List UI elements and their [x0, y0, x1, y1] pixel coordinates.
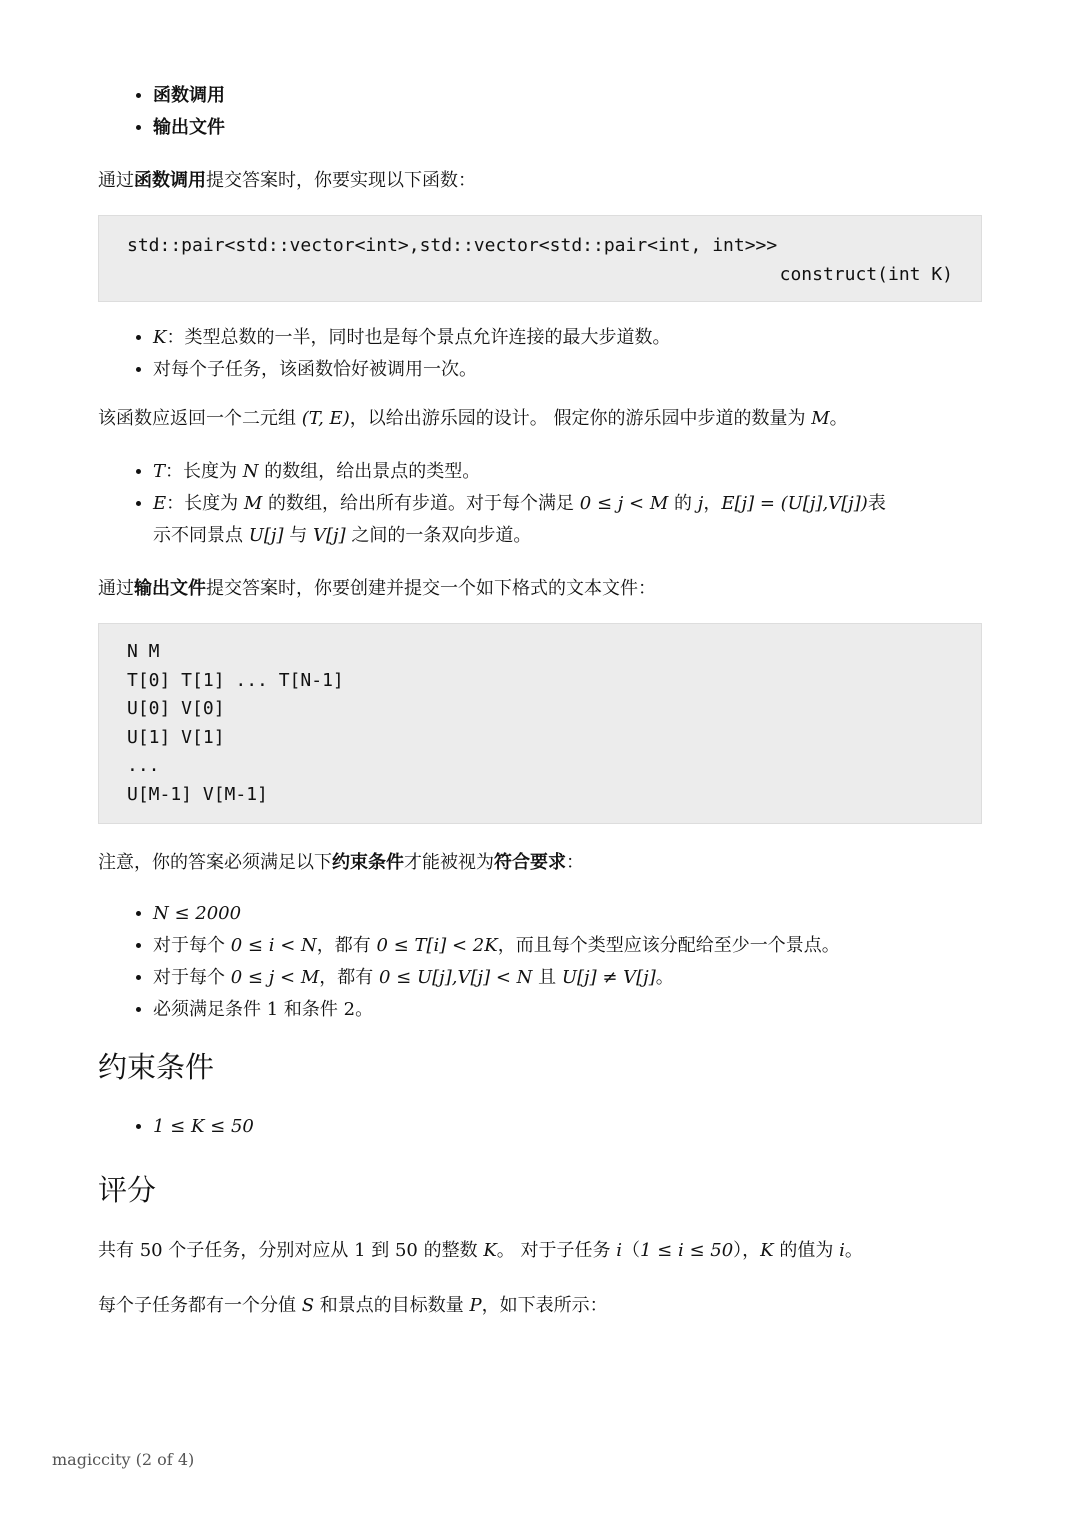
return-items-list [98, 456, 1037, 552]
list-item: • 输出文件 [153, 112, 1037, 144]
code-line: T[0] T[1] ... T[N-1] [127, 669, 344, 691]
output-format-code [98, 623, 982, 824]
list-item: • K：类型总数的一半，同时也是每个景点允许连接的最大步道数。 [153, 322, 1037, 354]
list-item: • 必须满足条件 1 和条件 2。 [153, 994, 1037, 1026]
parameter-list [98, 322, 1037, 386]
scoring-paragraph: 共有 50 个子任务，分别对应从 1 到 50 的整数 K。 对于子任务 i（1 ≤ i ≤ 50），K 的值为 i。 [98, 1240, 863, 1261]
code-line: U[0] V[0] [127, 698, 225, 719]
list-item: • 1 ≤ K ≤ 50 [153, 1111, 1037, 1143]
output-file-intro: 通过输出文件提交答案时，你要创建并提交一个如下格式的文本文件： [98, 578, 656, 599]
function-call-intro: 通过函数调用提交答案时，你要实现以下函数： [98, 170, 476, 191]
code-line: N M [127, 641, 160, 662]
requirements-list [98, 898, 1037, 1026]
submission-methods-list [98, 80, 1037, 144]
list-item: • 函数调用 [153, 80, 1037, 112]
list-item: • 对于每个 0 ≤ j < M，都有 0 ≤ U[j],V[j] < N 且 U[j] ≠ V[j]。 [153, 962, 1037, 994]
code-line: std::pair<std::vector<int>,std::vector<std::pair<int, int>>> [127, 235, 778, 256]
page-footer: magiccity (2 of 4) [52, 1450, 195, 1469]
list-item: • T：长度为 N 的数组，给出景点的类型。 [153, 456, 1037, 488]
list-item: • N ≤ 2000 [153, 898, 1037, 930]
code-line: U[1] V[1] [127, 726, 225, 748]
list-item: • 对每个子任务，该函数恰好被调用一次。 [153, 354, 1037, 386]
list-item: • E：长度为 M 的数组，给出所有步道。对于每个满足 0 ≤ j < M 的 j，E[j] = (U[j],V[j])表 示不同景点 U[j] 与 V[j] 之间的一条双向步道。 [153, 488, 1037, 552]
constraints-heading: 约束条件 [98, 1050, 215, 1084]
function-signature-code [98, 215, 982, 302]
code-line: ... [127, 755, 160, 776]
code-line: construct(int K) [779, 263, 953, 285]
return-paragraph: 该函数应返回一个二元组 (T, E)，以给出游乐园的设计。 假定你的游乐园中步道的数量为 M。 [98, 408, 848, 429]
code-line: U[M-1] V[M-1] [127, 783, 268, 805]
subtask-score-paragraph: 每个子任务都有一个分值 S 和景点的目标数量 P，如下表所示： [98, 1295, 608, 1316]
scoring-heading: 评分 [98, 1173, 157, 1207]
list-item: • 对于每个 0 ≤ i < N，都有 0 ≤ T[i] < 2K，而且每个类型应该分配给至少一个景点。 [153, 930, 1037, 962]
note-paragraph: 注意，你的答案必须满足以下约束条件才能被视为符合要求： [98, 852, 584, 873]
constraints-list [98, 1111, 1037, 1143]
